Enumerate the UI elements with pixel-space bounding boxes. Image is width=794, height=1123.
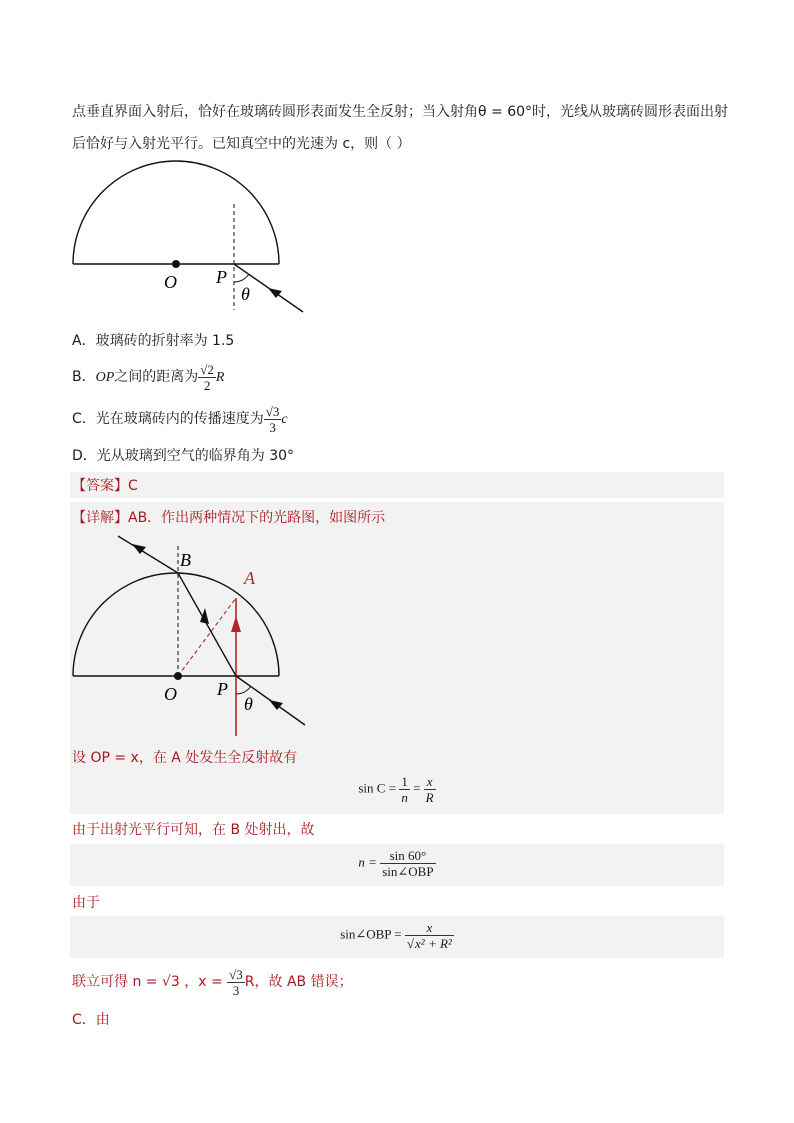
label-A: A <box>244 568 255 588</box>
fraction-sqrt2-over-2: $\frac{√2}{2}$ <box>200 361 214 393</box>
semicircle-arc <box>73 161 279 264</box>
red-arrowhead-icon <box>231 616 241 632</box>
solution-line-c: 由于 <box>72 895 100 911</box>
angle-arc <box>236 686 251 694</box>
label-P: P <box>216 267 227 287</box>
red-dashed-radius <box>178 598 236 676</box>
label-B: B <box>180 550 191 570</box>
option-C: C．光在玻璃砖内的传播速度为 $\frac{√3}{3}$ c <box>72 403 288 435</box>
center-point-O <box>172 260 180 268</box>
angle-arc <box>234 274 249 282</box>
detail-line: 【详解】AB．作出两种情况下的光路图，如图所示 <box>72 510 386 526</box>
label-O: O <box>164 272 177 292</box>
solution-set-line: 设 OP = x，在 A 处发生全反射故有 <box>72 750 298 766</box>
question-line-1: 点垂直界面入射后，恰好在玻璃砖圆形表面发生全反射；当入射角θ = 60°时，光线从玻璃砖圆形表面出射 <box>72 104 729 120</box>
option-D: D．光从玻璃到空气的临界角为 30° <box>72 448 295 464</box>
label-P: P <box>217 679 228 699</box>
formula-n: n = $\frac{\sin 60^\circ}{\text{sin∠OBP}}$ <box>358 848 434 879</box>
label-theta: θ <box>244 694 253 714</box>
light-path-figure <box>60 528 320 740</box>
formula-sinOBP: sin∠OBP = $\frac{x}{\text{√x² + R²}}$ <box>340 920 452 951</box>
fraction-sqrt3-over-3: $\frac{√3}{3}$ <box>265 403 280 435</box>
semicircle-incidence-figure <box>60 160 320 320</box>
label-O: O <box>164 684 177 704</box>
answer-box <box>70 472 724 498</box>
exit-ray <box>118 536 178 573</box>
refracted-arrowhead-icon <box>200 608 209 624</box>
solution-line-d: 联立可得 n = √3 ，x = $\frac{√3}{3}$ R，故 AB 错误； <box>72 966 353 998</box>
refracted-ray <box>178 573 236 676</box>
center-point-O <box>174 672 182 680</box>
label-theta: θ <box>241 284 250 304</box>
option-B: B．OP之间的距离为 $\frac{√2}{2}$ R <box>72 361 225 393</box>
formula-sinC: sin C = $\frac{1}{n}$ = $\frac{x}{R}$ <box>358 774 434 805</box>
question-line-2: 后恰好与入射光平行。已知真空中的光速为 c，则（ ） <box>72 136 411 152</box>
solution-line-b: 由于出射光平行可知，在 B 处射出，故 <box>72 822 315 838</box>
answer-line: 【答案】C <box>72 478 138 494</box>
option-A: A．玻璃砖的折射率为 1.5 <box>72 333 235 349</box>
semicircle-arc <box>73 573 279 676</box>
solution-line-e: C．由 <box>72 1012 110 1028</box>
